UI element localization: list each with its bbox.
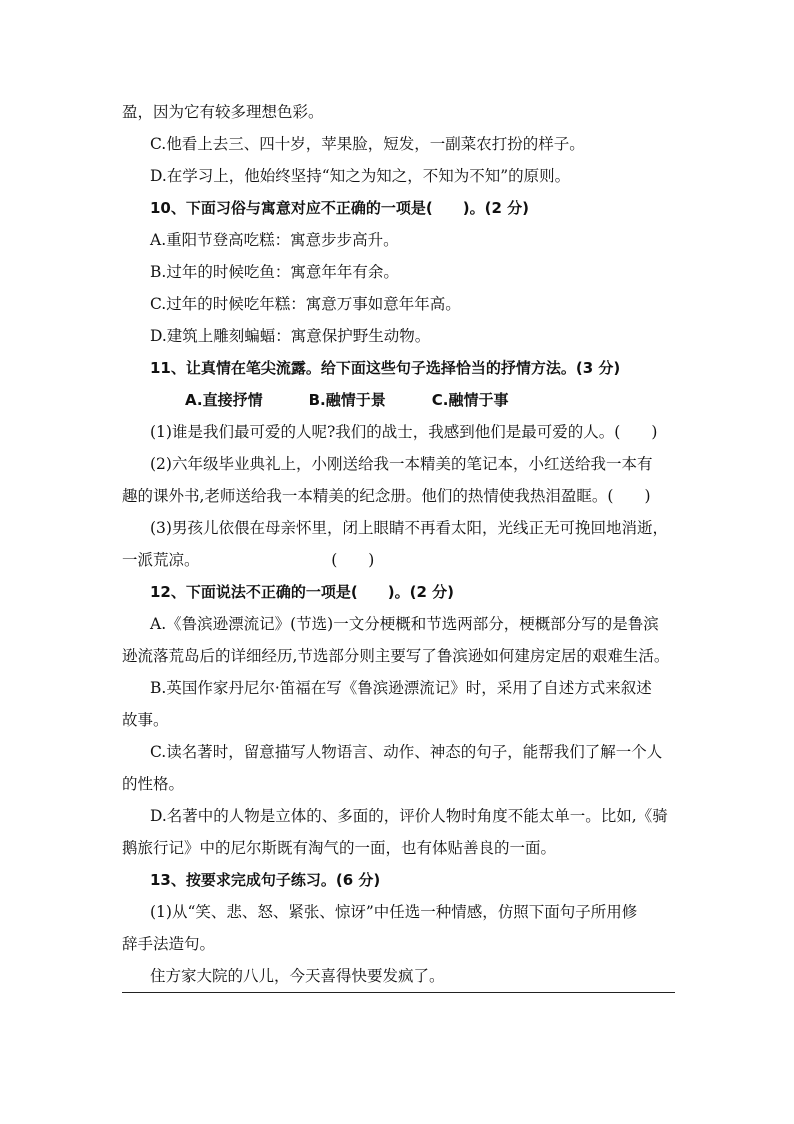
q12-option-b: B.英国作家丹尼尔·笛福在写《鲁滨逊漂流记》时，采用了自述方式来叙述 bbox=[150, 679, 652, 697]
q12-option-d-cont: 鹅旅行记》中的尼尔斯既有淘气的一面，也有体贴善良的一面。 bbox=[122, 839, 557, 857]
question-13-title: 13、按要求完成句子练习。(6 分) bbox=[150, 871, 381, 889]
q11-item-3-cont: 一派荒凉。 ( ) bbox=[122, 551, 375, 569]
q11-option-b: B.融情于景 bbox=[308, 391, 386, 409]
q12-option-c: C.读名著时，留意描写人物语言、动作、神态的句子，能帮我们了解一个人 bbox=[150, 743, 663, 761]
q12-option-c-cont: 的性格。 bbox=[122, 775, 185, 793]
q13-item-1-cont: 辞手法造句。 bbox=[122, 935, 216, 953]
q11-option-c: C.融情于事 bbox=[431, 391, 509, 409]
q10-option-a: A.重阳节登高吃糕：寓意步步高升。 bbox=[150, 231, 399, 249]
q10-option-d: D.建筑上雕刻蝙蝠：寓意保护野生动物。 bbox=[150, 327, 431, 345]
q12-option-b-cont: 故事。 bbox=[122, 711, 169, 729]
q13-example-sentence: 住方家大院的八儿，今天喜得快要发疯了。 bbox=[150, 967, 445, 985]
q11-item-2: (2)六年级毕业典礼上，小刚送给我一本精美的笔记本，小红送给我一本有 bbox=[150, 455, 653, 473]
q11-item-1: (1)谁是我们最可爱的人呢?我们的战士，我感到他们是最可爱的人。( ) bbox=[150, 423, 658, 441]
text-line: 盈，因为它有较多理想色彩。 bbox=[122, 103, 324, 121]
q11-option-a: A.直接抒情 bbox=[185, 391, 263, 409]
q10-option-c: C.过年的时候吃年糕：寓意万事如意年年高。 bbox=[150, 295, 461, 313]
q11-options-row bbox=[185, 390, 745, 410]
q12-option-d: D.名著中的人物是立体的、多面的，评价人物时角度不能太单一。比如,《骑 bbox=[150, 807, 668, 825]
answer-line bbox=[122, 992, 675, 993]
q12-option-a: A.《鲁滨逊漂流记》(节选)一文分梗概和节选两部分，梗概部分写的是鲁滨 bbox=[150, 615, 659, 633]
q12-option-a-cont: 逊流落荒岛后的详细经历,节选部分则主要写了鲁滨逊如何建房定居的艰难生活。 bbox=[122, 647, 670, 665]
q13-item-1: (1)从“笑、悲、怒、紧张、惊讶”中任选一种情感，仿照下面句子所用修 bbox=[150, 903, 638, 921]
option-c-line: C.他看上去三、四十岁，苹果脸，短发，一副菜农打扮的样子。 bbox=[150, 135, 585, 153]
question-11-title: 11、让真情在笔尖流露。给下面这些句子选择恰当的抒情方法。(3 分) bbox=[150, 359, 621, 377]
q10-option-b: B.过年的时候吃鱼：寓意年年有余。 bbox=[150, 263, 399, 281]
q11-item-2-cont: 趣的课外书,老师送给我一本精美的纪念册。他们的热情使我热泪盈眶。( ) bbox=[122, 487, 651, 505]
q11-item-3: (3)男孩儿依偎在母亲怀里，闭上眼睛不再看太阳，光线正无可挽回地消逝， bbox=[150, 519, 668, 537]
question-12-title: 12、下面说法不正确的一项是( )。(2 分) bbox=[150, 583, 454, 601]
question-10-title: 10、下面习俗与寓意对应不正确的一项是( )。(2 分) bbox=[150, 199, 529, 217]
option-d-line: D.在学习上，他始终坚持“知之为知之，不知为不知”的原则。 bbox=[150, 167, 571, 185]
